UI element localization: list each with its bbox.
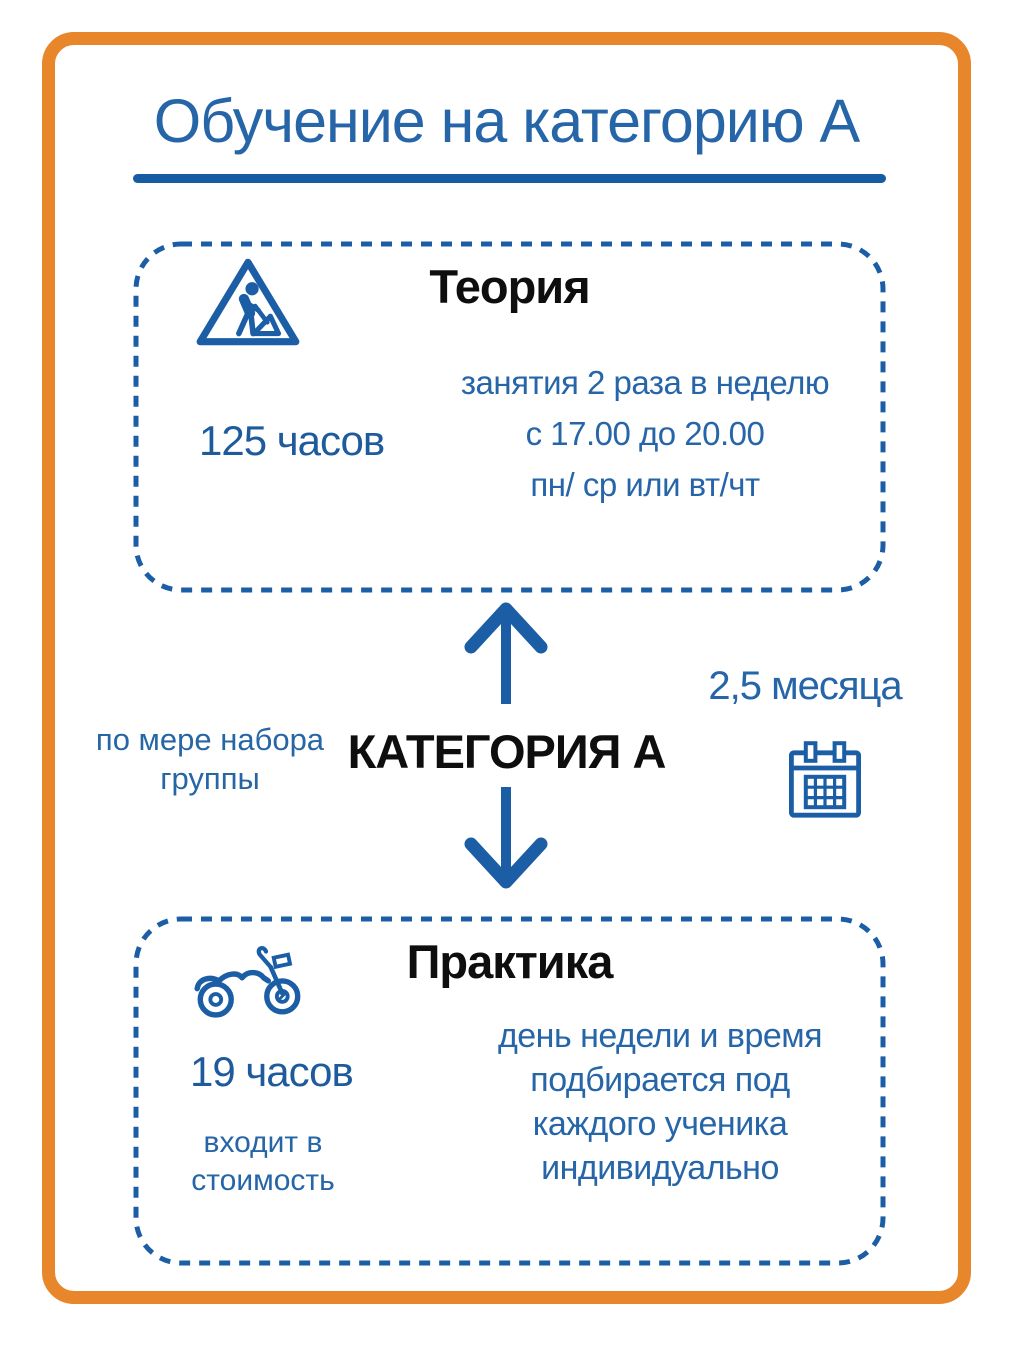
category-label: КАТЕГОРИЯ А bbox=[347, 725, 666, 778]
calendar-icon bbox=[785, 735, 865, 825]
practice-description-line-2: подбирается под bbox=[530, 1061, 790, 1099]
included-note-line-1: входит в bbox=[203, 1126, 323, 1159]
practice-title: Практика bbox=[406, 935, 613, 988]
theory-hours: 125 часов bbox=[199, 417, 385, 464]
theory-schedule-line-3: пн/ ср или вт/чт bbox=[530, 466, 760, 503]
title-underline bbox=[133, 174, 886, 183]
group-note-line-2: группы bbox=[160, 761, 260, 796]
group-note bbox=[72, 720, 348, 798]
included-note bbox=[148, 1124, 378, 1200]
practice-description bbox=[445, 1014, 875, 1190]
theory-card bbox=[133, 241, 886, 593]
arrow-up-icon bbox=[460, 596, 552, 708]
practice-card bbox=[133, 916, 886, 1266]
practice-description-line-3: каждого ученика bbox=[532, 1105, 788, 1143]
included-note-line-2: стоимость bbox=[191, 1164, 335, 1197]
arrow-down-icon bbox=[460, 783, 552, 895]
page-title: Обучение на категорию А bbox=[153, 87, 860, 155]
theory-title: Теория bbox=[429, 260, 590, 313]
duration-label: 2,5 месяца bbox=[708, 664, 902, 708]
practice-description-line-4: индивидуально bbox=[541, 1149, 779, 1187]
practice-description-line-1: день недели и время bbox=[497, 1017, 823, 1055]
group-note-line-1: по мере набора bbox=[95, 722, 325, 757]
practice-hours: 19 часов bbox=[190, 1048, 353, 1095]
theory-schedule-line-1: занятия 2 раза в неделю bbox=[460, 364, 830, 401]
theory-schedule bbox=[425, 357, 865, 510]
theory-schedule-line-2: с 17.00 до 20.00 bbox=[525, 415, 765, 452]
